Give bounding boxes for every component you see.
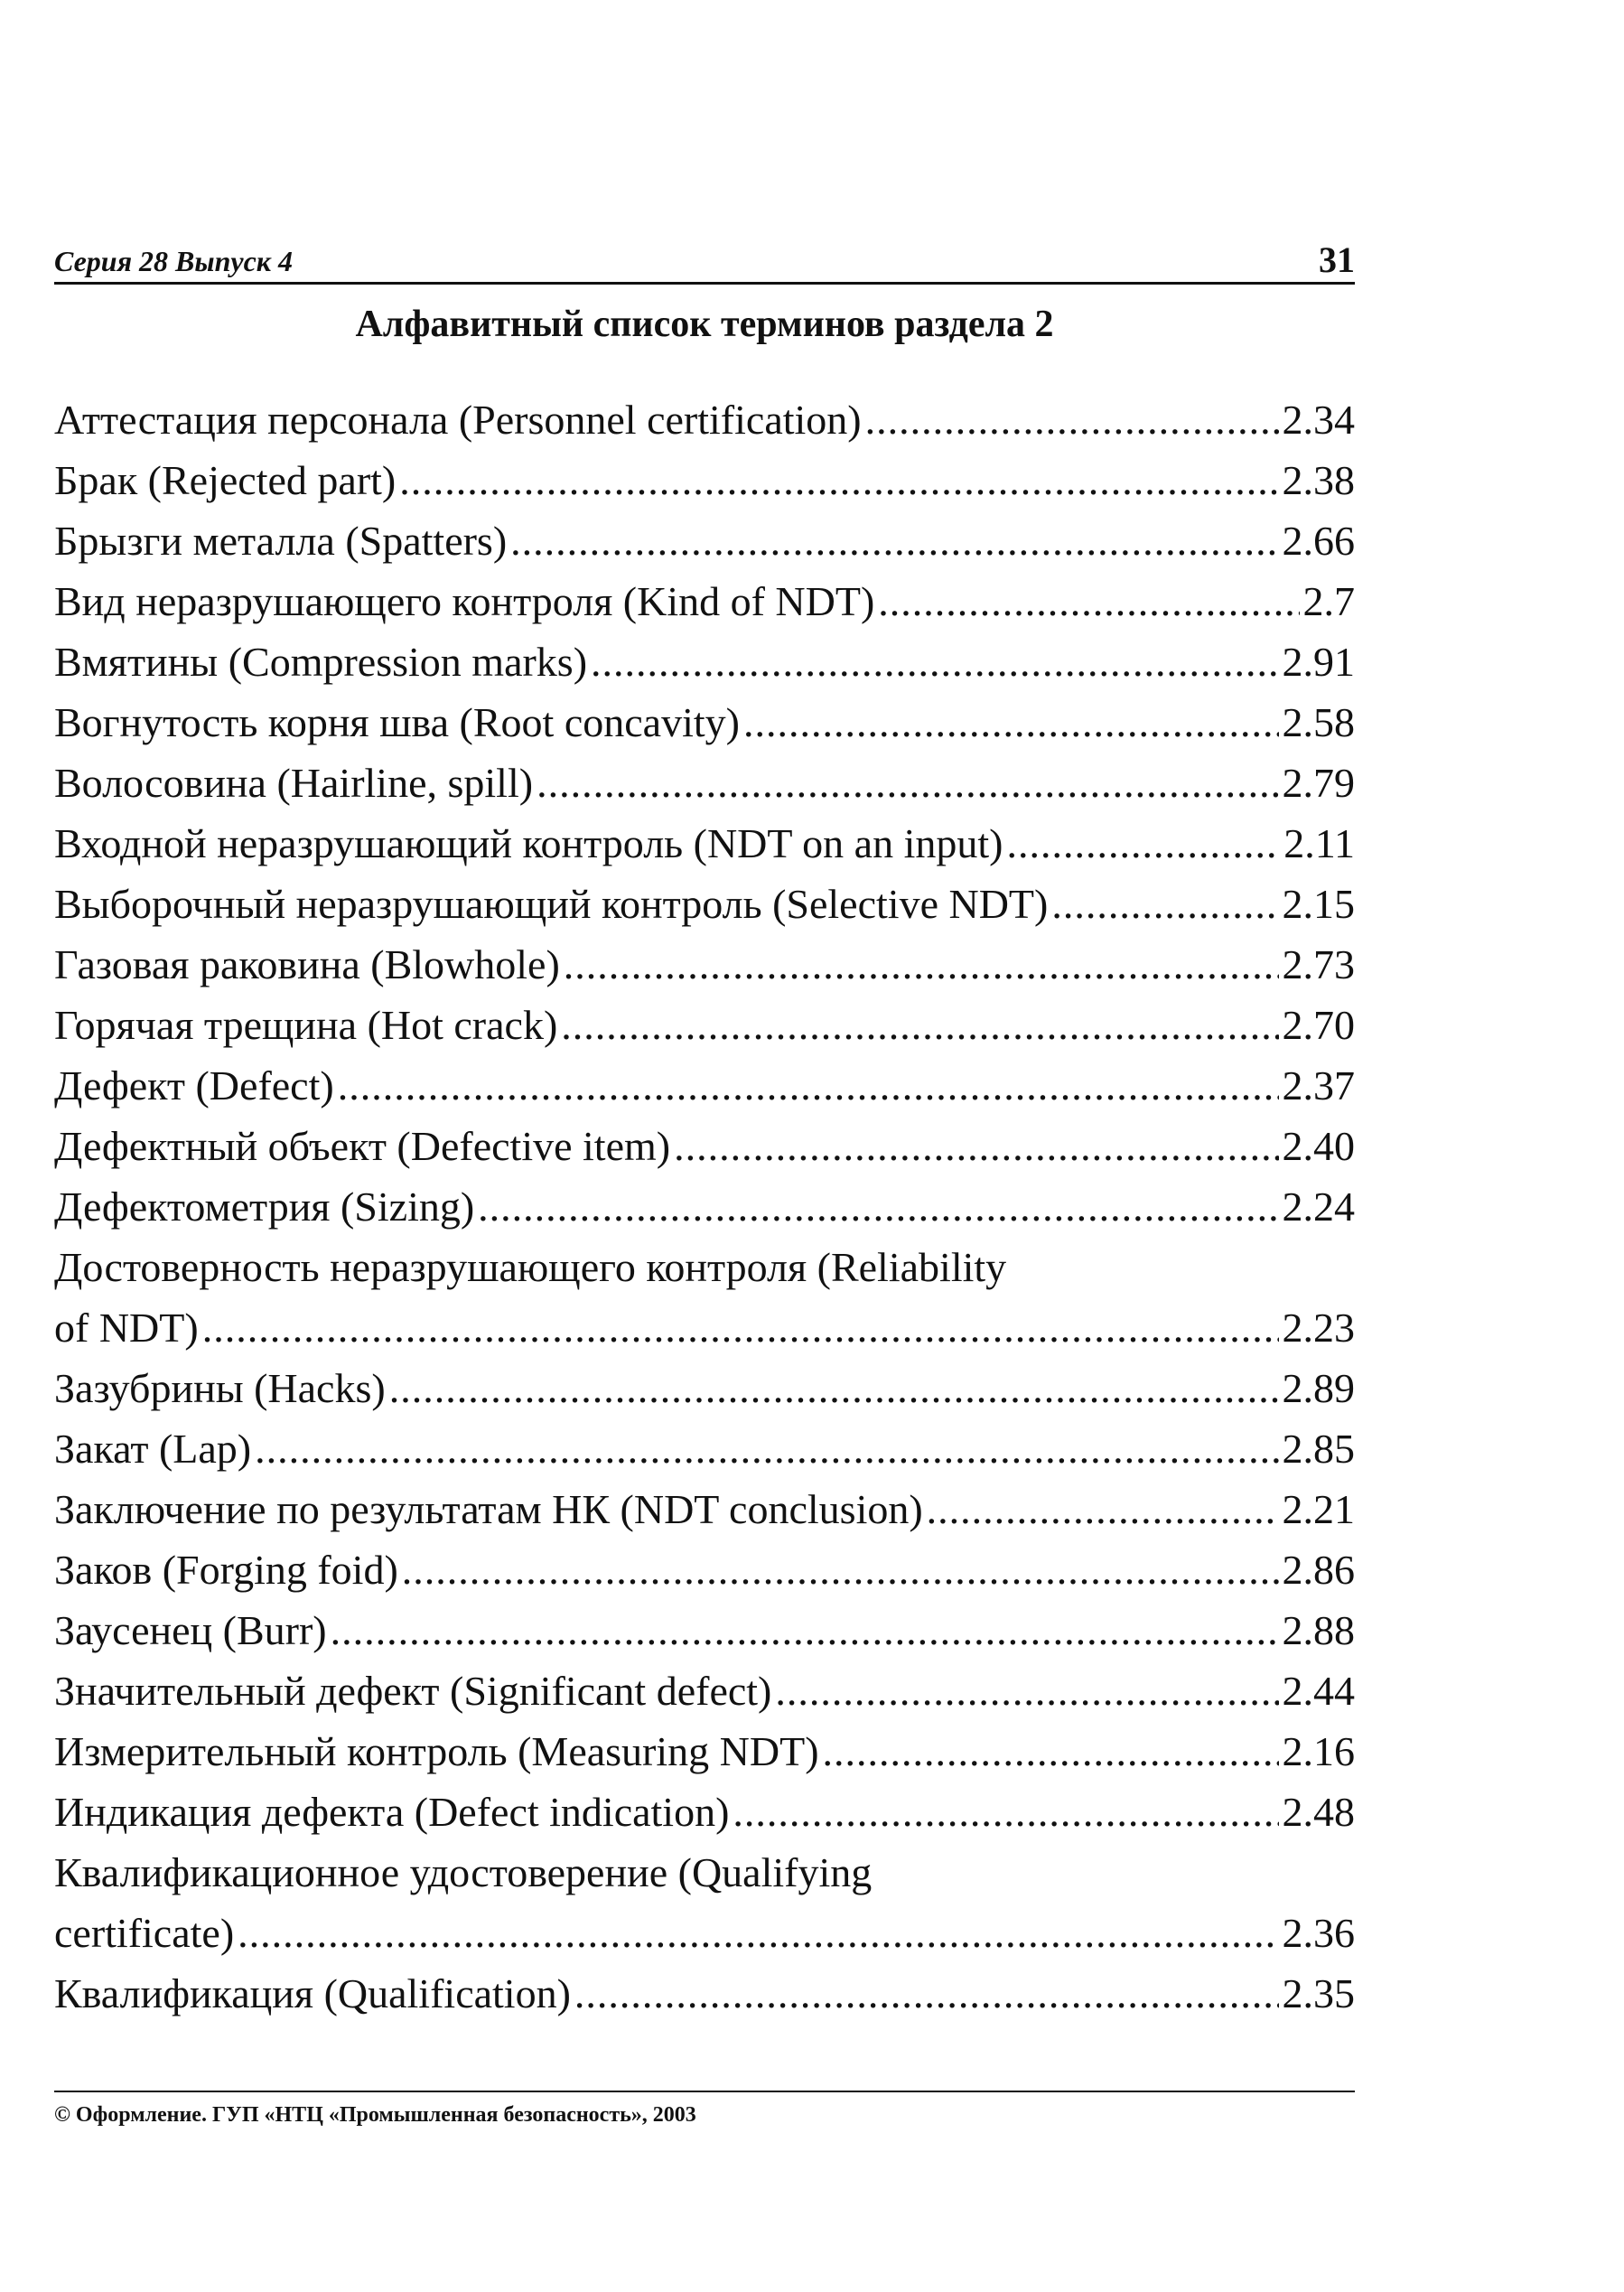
dot-leader: [674, 1116, 1278, 1176]
dot-leader: [510, 510, 1278, 571]
entry-term: Газовая раковина (Blowhole): [54, 941, 560, 987]
entry-section-number: 2.23: [1282, 1305, 1355, 1351]
entry-section-number: 2.86: [1282, 1547, 1355, 1593]
entry-line: [54, 571, 1355, 631]
entry-section-number: 2.44: [1282, 1668, 1355, 1714]
series-label: Серия 28 Выпуск 4: [54, 245, 294, 277]
entry-term: Вогнутость корня шва (Root concavity): [54, 699, 740, 745]
entry-term: certificate): [54, 1910, 235, 1956]
entry-section-number: 2.58: [1282, 699, 1355, 745]
entry-line: [54, 1358, 1355, 1418]
dot-leader: [591, 631, 1278, 692]
running-header: [54, 226, 1355, 285]
entry-section-number: 2.38: [1282, 457, 1355, 503]
entry-term: Заков (Forging foid): [54, 1547, 398, 1593]
document-page: [54, 226, 1355, 2024]
dot-leader: [574, 1963, 1279, 2024]
index-entry: [54, 1418, 1355, 1479]
entry-term: Значительный дефект (Significant defect): [54, 1668, 772, 1714]
entry-section-number: 2.85: [1282, 1426, 1355, 1472]
entry-line: [54, 389, 1355, 450]
entry-section-number: 2.35: [1282, 1970, 1355, 2016]
dot-leader: [331, 1600, 1279, 1661]
index-entry: [54, 631, 1355, 692]
entry-term: Измерительный контроль (Measuring NDT): [54, 1728, 819, 1774]
dot-leader: [1006, 813, 1280, 874]
entry-section-number: 2.24: [1282, 1183, 1355, 1230]
dot-leader: [823, 1721, 1279, 1782]
entry-term-line1: Квалификационное удостоверение (Qualifying: [54, 1849, 873, 1895]
entry-term: Выборочный неразрушающий контроль (Selective NDT): [54, 881, 1049, 927]
entry-line: [54, 1297, 1355, 1358]
index-entry: [54, 1479, 1355, 1539]
dot-leader: [743, 692, 1279, 753]
entry-term: Индикация дефекта (Defect indication): [54, 1789, 730, 1835]
index-entry: [54, 1358, 1355, 1418]
entry-section-number: 2.7: [1302, 578, 1355, 624]
entry-line: [54, 692, 1355, 753]
index-entry: [54, 571, 1355, 631]
dot-leader: [478, 1176, 1278, 1237]
index-entry: [54, 874, 1355, 934]
entry-term: Аттестация персонала (Personnel certification): [54, 397, 862, 443]
entry-term: Вмятины (Compression marks): [54, 639, 588, 685]
index-entry: [54, 1237, 1355, 1358]
entry-line: [54, 1963, 1355, 2024]
entry-line: [54, 1903, 1355, 1963]
dot-leader: [775, 1661, 1278, 1721]
entry-line: [54, 813, 1355, 874]
entry-line: [54, 1782, 1355, 1842]
copyright-footer: [54, 2091, 1355, 2128]
entry-line: [54, 1539, 1355, 1600]
entry-section-number: 2.37: [1282, 1062, 1355, 1109]
dot-leader: [537, 753, 1278, 813]
entry-section-number: 2.66: [1282, 518, 1355, 564]
entry-term: of NDT): [54, 1305, 199, 1351]
entry-section-number: 2.73: [1282, 941, 1355, 987]
entry-term: Зазубрины (Hacks): [54, 1365, 386, 1411]
entry-line: [54, 753, 1355, 813]
entry-section-number: 2.21: [1282, 1486, 1355, 1532]
dot-leader: [564, 934, 1279, 995]
entry-line: [54, 510, 1355, 571]
entry-section-number: 2.34: [1282, 397, 1355, 443]
entry-line: [54, 1116, 1355, 1176]
page-title: Алфавитный список терминов раздела 2: [355, 304, 1054, 345]
dot-leader: [1051, 874, 1278, 934]
dot-leader: [878, 571, 1299, 631]
entry-line: [54, 1176, 1355, 1237]
entry-line: [54, 1721, 1355, 1782]
index-entry: [54, 813, 1355, 874]
entry-term: Брак (Rejected part): [54, 457, 397, 503]
index-entry: [54, 1721, 1355, 1782]
dot-leader: [927, 1479, 1279, 1539]
dot-leader: [202, 1297, 1279, 1358]
copyright-text: © Оформление. ГУП «НТЦ «Промышленная безопасность», 2003: [54, 2103, 696, 2127]
page-number: 31: [1319, 239, 1355, 280]
index-entry: [54, 934, 1355, 995]
entry-term: Дефект (Defect): [54, 1062, 334, 1109]
term-index-list: [54, 389, 1355, 2024]
entry-section-number: 2.16: [1282, 1728, 1355, 1774]
index-entry: [54, 1600, 1355, 1661]
dot-leader: [255, 1418, 1278, 1479]
entry-section-number: 2.36: [1282, 1910, 1355, 1956]
index-entry: [54, 510, 1355, 571]
entry-section-number: 2.48: [1282, 1789, 1355, 1835]
entry-line: [54, 1661, 1355, 1721]
index-entry: [54, 995, 1355, 1055]
entry-line: [54, 1600, 1355, 1661]
index-entry: [54, 1176, 1355, 1237]
dot-leader: [561, 995, 1278, 1055]
entry-term: Вид неразрушающего контроля (Kind of NDT): [54, 578, 875, 624]
entry-term: Дефектометрия (Sizing): [54, 1183, 475, 1230]
dot-leader: [238, 1903, 1278, 1963]
entry-term-line1: Достоверность неразрушающего контроля (Reliability: [54, 1244, 1007, 1290]
entry-section-number: 2.88: [1282, 1607, 1355, 1653]
dot-leader: [399, 450, 1278, 510]
dot-leader: [389, 1358, 1279, 1418]
index-entry: [54, 1661, 1355, 1721]
index-entry: [54, 1963, 1355, 2024]
index-entry: [54, 1116, 1355, 1176]
entry-term: Дефектный объект (Defective item): [54, 1123, 671, 1169]
index-entry: [54, 1782, 1355, 1842]
entry-line: [54, 995, 1355, 1055]
entry-section-number: 2.79: [1282, 760, 1355, 806]
entry-term: Входной неразрушающий контроль (NDT on an input): [54, 820, 1003, 866]
entry-section-number: 2.91: [1282, 639, 1355, 685]
entry-term: Заключение по результатам НК (NDT conclusion): [54, 1486, 923, 1532]
entry-term: Закат (Lap): [54, 1426, 252, 1472]
entry-line: [54, 874, 1355, 934]
dot-leader: [733, 1782, 1278, 1842]
entry-line: [54, 450, 1355, 510]
index-entry: [54, 1539, 1355, 1600]
entry-line: [54, 1479, 1355, 1539]
entry-section-number: 2.89: [1282, 1365, 1355, 1411]
entry-line: [54, 1418, 1355, 1479]
entry-term: Брызги металла (Spatters): [54, 518, 508, 564]
entry-section-number: 2.15: [1282, 881, 1355, 927]
entry-term: Заусенец (Burr): [54, 1607, 327, 1653]
dot-leader: [402, 1539, 1279, 1600]
entry-section-number: 2.40: [1282, 1123, 1355, 1169]
dot-leader: [865, 389, 1279, 450]
index-entry: [54, 1842, 1355, 1963]
entry-line: [54, 1055, 1355, 1116]
entry-term: Горячая трещина (Hot crack): [54, 1002, 558, 1048]
index-entry: [54, 692, 1355, 753]
entry-section-number: 2.70: [1282, 1002, 1355, 1048]
index-entry: [54, 389, 1355, 450]
index-entry: [54, 450, 1355, 510]
index-entry: [54, 753, 1355, 813]
entry-term: Волосовина (Hairline, spill): [54, 760, 534, 806]
entry-section-number: 2.11: [1283, 820, 1355, 866]
entry-term: Квалификация (Qualification): [54, 1970, 571, 2016]
dot-leader: [338, 1055, 1279, 1116]
index-entry: [54, 1055, 1355, 1116]
entry-line: [54, 934, 1355, 995]
entry-line: [54, 631, 1355, 692]
